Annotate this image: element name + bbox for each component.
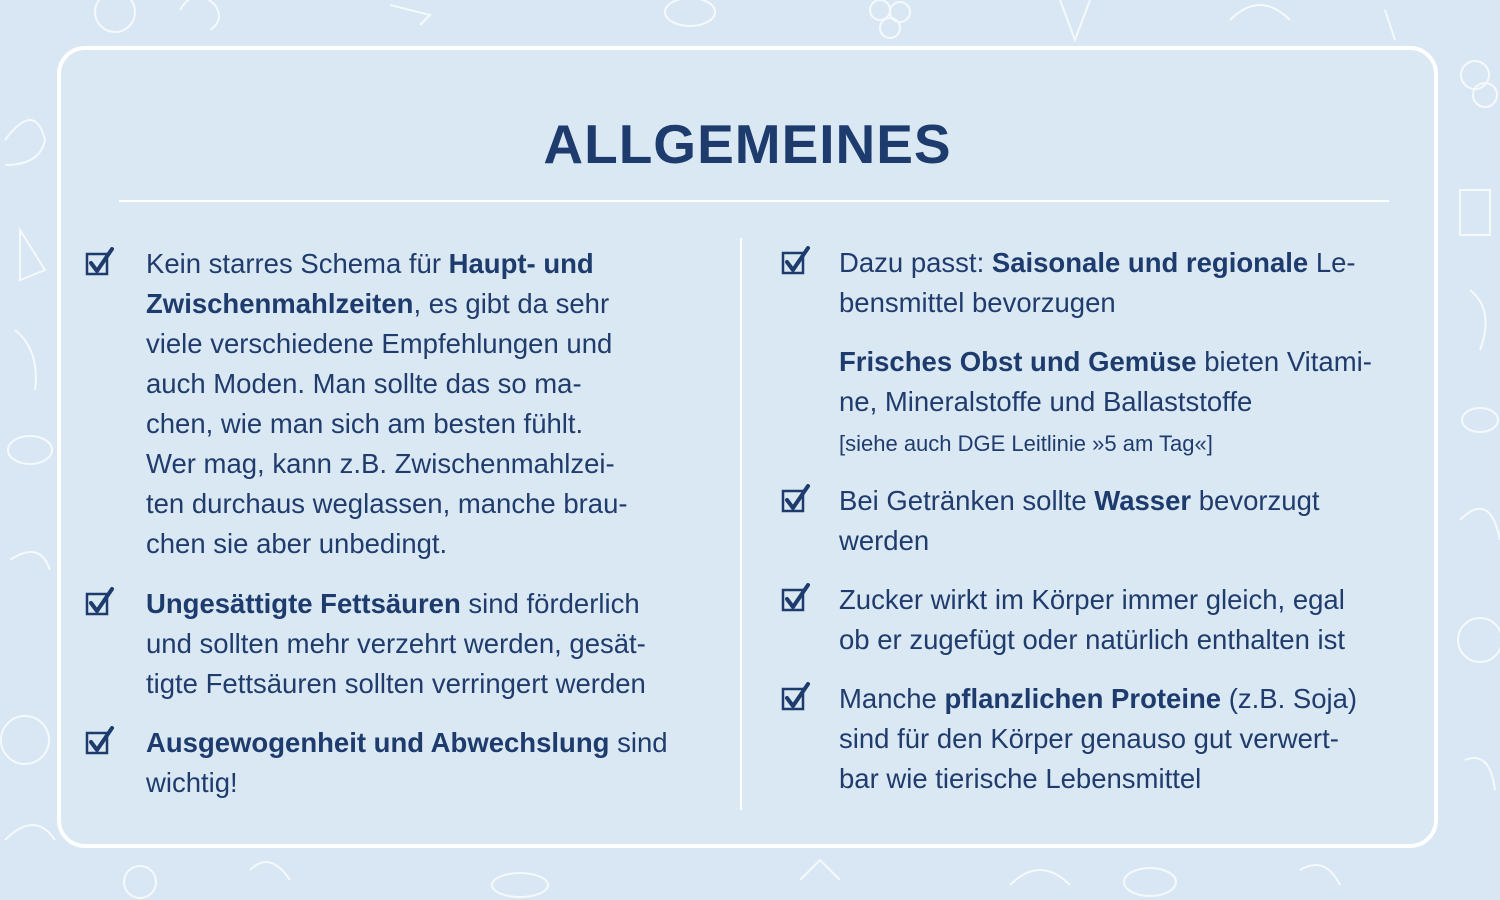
body-text: ten durchaus weglassen, manche brau- <box>146 488 628 519</box>
emphasis-text: Frisches Obst und Gemüse <box>839 346 1197 377</box>
emphasis-text: Haupt- und <box>448 248 594 279</box>
body-text: Zucker wirkt im Körper immer gleich, egal <box>839 584 1345 615</box>
body-text: sind für den Körper genauso gut verwert- <box>839 723 1339 754</box>
text-line <box>839 759 1419 799</box>
body-text: [siehe auch DGE Leitlinie »5 am Tag«] <box>839 431 1213 456</box>
body-text: bieten Vitami- <box>1196 346 1372 377</box>
column-divider <box>740 238 742 810</box>
list-item-text <box>146 584 726 704</box>
body-text: , es gibt da sehr <box>413 288 610 319</box>
body-text: bensmittel bevorzugen <box>839 287 1116 318</box>
body-text: auch Moden. Man sollte das so ma- <box>146 368 582 399</box>
checkbox-checked-icon <box>781 682 811 712</box>
text-line <box>146 723 726 763</box>
body-text: (z.B. Soja) <box>1221 683 1358 714</box>
text-line <box>839 580 1419 620</box>
checkbox-checked-icon <box>781 484 811 514</box>
text-line <box>146 404 726 444</box>
text-line <box>146 364 726 404</box>
body-text: bar wie tierische Lebensmittel <box>839 763 1202 794</box>
info-card <box>57 46 1438 848</box>
list-item-text <box>146 723 726 803</box>
body-text: Dazu passt: <box>839 247 992 278</box>
emphasis-text: pflanzlichen Proteine <box>944 683 1222 714</box>
body-text: werden <box>839 525 930 556</box>
body-text: Wer mag, kann z.B. Zwischenmahlzei- <box>146 448 615 479</box>
checkbox-checked-icon <box>781 583 811 613</box>
body-text: Kein starres Schema für <box>146 248 449 279</box>
body-text: Bei Getränken sollte <box>839 485 1095 516</box>
checkbox-checked-icon <box>85 247 115 277</box>
list-item-text <box>839 481 1419 561</box>
body-text: tigte Fettsäuren sollten verringert werden <box>146 668 646 699</box>
body-text: viele verschiedene Empfehlungen und <box>146 328 613 359</box>
text-line <box>839 342 1419 382</box>
text-line <box>146 584 726 624</box>
body-text: chen sie aber unbedingt. <box>146 528 448 559</box>
text-line <box>839 719 1419 759</box>
text-line <box>146 484 726 524</box>
emphasis-text: Zwischenmahlzeiten <box>146 288 414 319</box>
text-line <box>839 283 1419 323</box>
emphasis-text: Ausgewogenheit und Abwechslung <box>146 727 610 758</box>
text-line <box>146 324 726 364</box>
text-line <box>146 524 726 564</box>
text-line <box>146 444 726 484</box>
text-line <box>839 422 1419 464</box>
list-item-text <box>839 342 1419 464</box>
body-text: wichtig! <box>146 767 238 798</box>
checkbox-checked-icon <box>781 246 811 276</box>
body-text: ne, Mineralstoffe und Ballaststoffe <box>839 386 1253 417</box>
body-text: sind förderlich <box>460 588 640 619</box>
page-title: ALLGEMEINES <box>543 113 952 175</box>
list-item-text <box>146 244 726 564</box>
text-line <box>839 243 1419 283</box>
text-line <box>839 521 1419 561</box>
body-text: ob er zugefügt oder natürlich enthalten ist <box>839 624 1346 655</box>
title-divider <box>119 200 1389 202</box>
list-item-text <box>839 679 1419 799</box>
list-item-text <box>839 243 1419 323</box>
text-line <box>146 244 726 284</box>
checkbox-checked-icon <box>85 726 115 756</box>
emphasis-text: Wasser <box>1094 485 1192 516</box>
list-item-text <box>839 580 1419 660</box>
body-text: und sollten mehr verzehrt werden, gesät- <box>146 628 646 659</box>
body-text: chen, wie man sich am besten fühlt. <box>146 408 584 439</box>
text-line <box>839 679 1419 719</box>
text-line <box>146 763 726 803</box>
text-line <box>146 284 726 324</box>
text-line <box>146 664 726 704</box>
text-line <box>839 382 1419 422</box>
body-text: sind <box>609 727 668 758</box>
checkbox-checked-icon <box>85 587 115 617</box>
text-line <box>839 481 1419 521</box>
text-line <box>839 620 1419 660</box>
text-line <box>146 624 726 664</box>
body-text: Manche <box>839 683 945 714</box>
emphasis-text: Saisonale und regionale <box>991 247 1309 278</box>
emphasis-text: Ungesättigte Fettsäuren <box>146 588 461 619</box>
body-text: Le- <box>1308 247 1356 278</box>
body-text: bevorzugt <box>1191 485 1320 516</box>
